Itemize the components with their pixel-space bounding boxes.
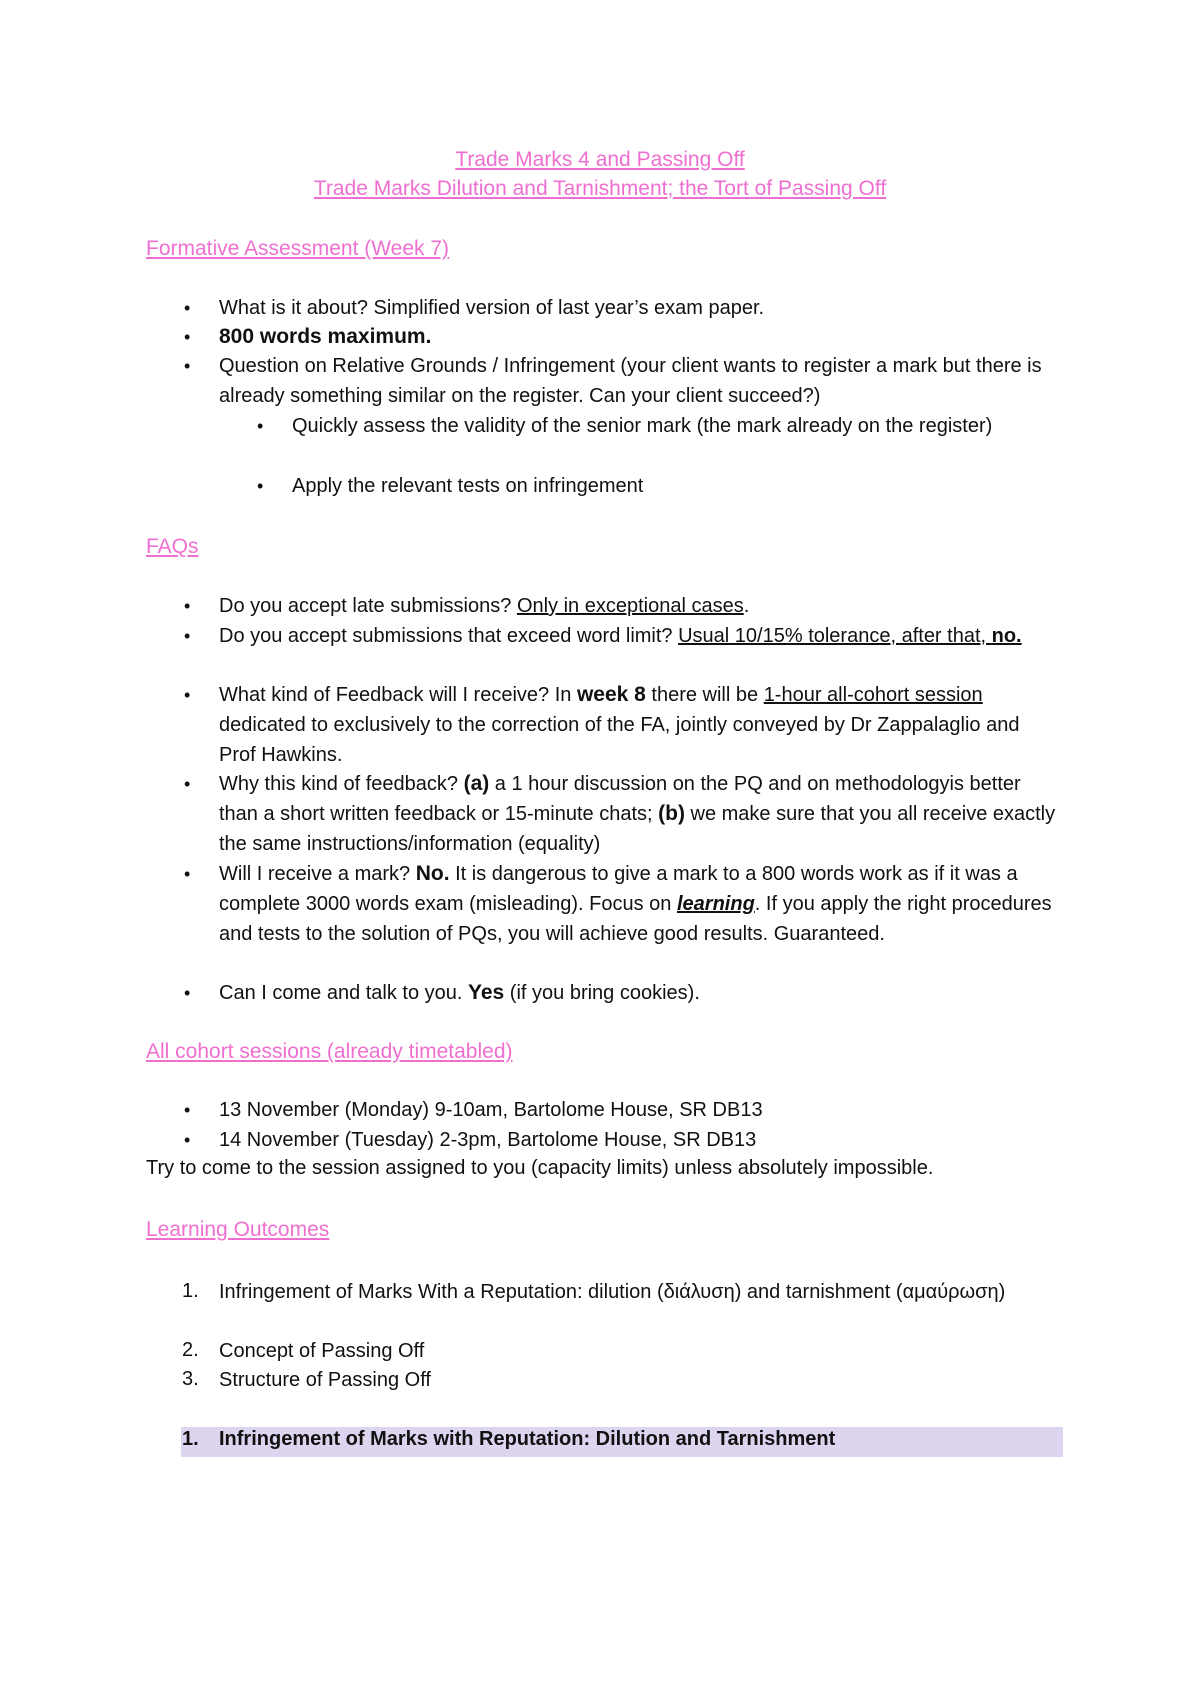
doc-subtitle: Trade Marks Dilution and Tarnishment; the Tort of Passing Off xyxy=(313,177,887,200)
bullet-icon: • xyxy=(184,327,191,347)
section-number: 1. xyxy=(182,1428,199,1450)
faq-text: a 1 hour discussion on the PQ and on methodologyis better than a short written feedback or 15-minute chats; xyxy=(219,773,1021,825)
faq-emphasis: 1-hour all-cohort session xyxy=(763,684,983,706)
faq-item-2 xyxy=(219,621,1059,651)
faq-text: What kind of Feedback will I receive? In xyxy=(219,684,577,706)
faqs-heading: FAQs xyxy=(146,535,199,558)
faq-item-6 xyxy=(219,978,1059,1008)
faq-text: we make sure that you all receive exactly the same instructions/information (equality) xyxy=(219,803,1056,855)
bullet-icon: • xyxy=(257,416,264,436)
bullet-icon: • xyxy=(184,298,191,318)
formative-heading: Formative Assessment (Week 7) xyxy=(146,237,450,260)
outcomes-heading: Learning Outcomes xyxy=(146,1218,330,1241)
faq-text: It is dangerous to give a mark to a 800 words work as if it was a complete 3000 words exam (misleading). Focus on xyxy=(219,863,1018,915)
outcome-number: 2. xyxy=(182,1339,199,1361)
faq-text: Do you accept late submissions? xyxy=(219,595,517,617)
doc-title: Trade Marks 4 and Passing Off xyxy=(455,148,745,171)
outcome-item-3: Structure of Passing Off xyxy=(219,1369,431,1391)
cohort-session-1: 13 November (Monday) 9-10am, Bartolome House, SR DB13 xyxy=(219,1099,763,1121)
formative-bullet-2: 800 words maximum. xyxy=(219,325,432,348)
bullet-icon: • xyxy=(184,774,191,794)
formative-subbullet-1: Quickly assess the validity of the senior mark (the mark already on the register) xyxy=(292,415,993,437)
faq-emphasis: no. xyxy=(991,625,1022,647)
faq-text: . If you apply the right procedures and tests to the solution of PQs, you will achieve good results. Guaranteed. xyxy=(219,893,1052,945)
faq-text: . xyxy=(743,595,750,617)
formative-bullet-1: What is it about? Simplified version of last year’s exam paper. xyxy=(219,297,765,319)
bullet-icon: • xyxy=(184,356,191,376)
formative-bullet-3: Question on Relative Grounds / Infringement (your client wants to register a mark but there is already something similar on the register. Can your client succeed?) xyxy=(219,355,1042,407)
faq-text: (if you bring cookies). xyxy=(504,982,700,1004)
cohort-heading: All cohort sessions (already timetabled) xyxy=(146,1040,513,1063)
bullet-icon: • xyxy=(184,983,191,1003)
faq-emphasis: (a) xyxy=(463,772,490,795)
outcome-number: 3. xyxy=(182,1368,199,1390)
faq-text: Can I come and talk to you. xyxy=(219,982,469,1004)
outcome-number: 1. xyxy=(182,1280,199,1302)
faq-emphasis: week 8 xyxy=(576,683,646,706)
faq-text: Do you accept submissions that exceed word limit? xyxy=(219,625,679,647)
cohort-session-2: 14 November (Tuesday) 2-3pm, Bartolome House, SR DB13 xyxy=(219,1129,757,1151)
cohort-note: Try to come to the session assigned to you (capacity limits) unless absolutely impossible. xyxy=(146,1157,934,1179)
faq-item-4 xyxy=(219,769,1059,859)
bullet-icon: • xyxy=(184,685,191,705)
bullet-icon: • xyxy=(184,1100,191,1120)
bullet-icon: • xyxy=(184,596,191,616)
outcome-item-2: Concept of Passing Off xyxy=(219,1340,425,1362)
faq-item-1 xyxy=(219,591,1059,621)
faq-text: there will be xyxy=(645,684,764,706)
faq-emphasis: Yes xyxy=(468,981,505,1004)
bullet-icon: • xyxy=(257,476,264,496)
faq-item-3 xyxy=(219,680,1059,770)
section-title: Infringement of Marks with Reputation: Dilution and Tarnishment xyxy=(219,1428,836,1450)
faq-emphasis: Only in exceptional cases xyxy=(516,595,744,617)
bullet-icon: • xyxy=(184,1130,191,1150)
faq-emphasis: Usual 10/15% tolerance, after that, xyxy=(678,625,992,647)
faq-text: Why this kind of feedback? xyxy=(219,773,464,795)
faq-item-5 xyxy=(219,859,1059,949)
faq-emphasis: (b) xyxy=(658,802,685,825)
faq-text: dedicated to exclusively to the correction of the FA, jointly conveyed by Dr Zappalaglio and Prof Hawkins. xyxy=(219,714,1020,766)
faq-emphasis: No. xyxy=(415,862,450,885)
faq-text: Will I receive a mark? xyxy=(219,863,416,885)
faq-emphasis: learning xyxy=(677,893,755,915)
outcome-item-1: Infringement of Marks With a Reputation: dilution (διάλυση) and tarnishment (αμαύρωση) xyxy=(219,1281,1006,1303)
formative-subbullet-2: Apply the relevant tests on infringement xyxy=(292,475,644,497)
bullet-icon: • xyxy=(184,864,191,884)
bullet-icon: • xyxy=(184,626,191,646)
